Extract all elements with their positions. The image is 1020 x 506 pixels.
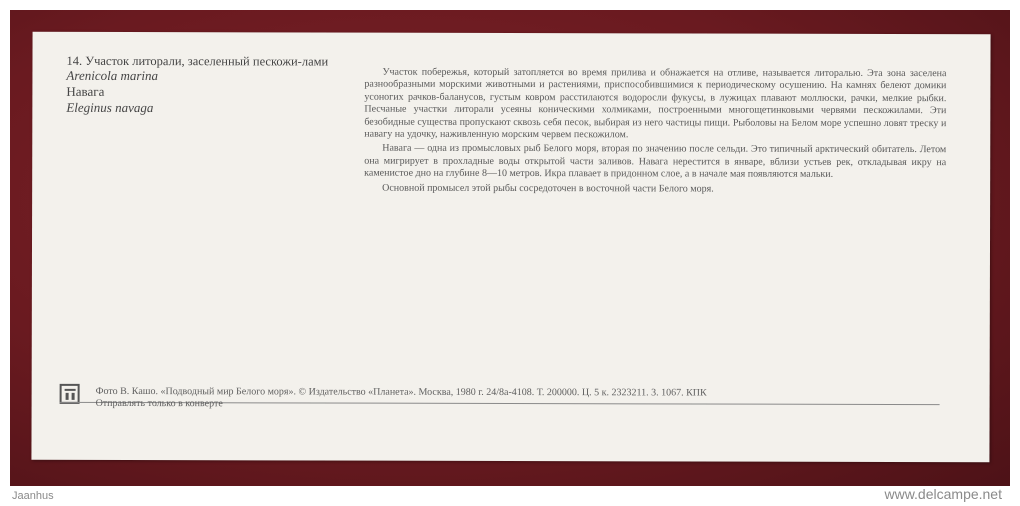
publisher-credits [96,386,707,412]
mailing-note: Отправлять только в конверте [95,397,223,410]
latin-name-eleginus: Eleginus navaga [66,99,154,116]
description-paragraph-2: Навага — одна из промысловых рыб Белого моря, вторая по значению после сельди. Это типичный арктический обитатель. Летом она мигрирует в прохладные воды открытой части заливов. Навага нерестится в январе, вблизи устьев рек, откладывая икру на каменистое дно на глубине 8—10 метров. Икра плавает в придонном слое, а в начале мая появляются мальки. [364,143,947,181]
description-paragraph-3: Основной промысел этой рыбы сосредоточен в восточной части Белого моря. [382,182,714,195]
card-caption: 14. Участок литорали, заселенный пескожи-лами [66,53,329,69]
seller-watermark: Jaanhus [12,490,54,502]
description-text [364,67,946,199]
latin-name-arenicola: Arenicola marina [66,67,159,84]
credits-line: Фото В. Кашо. «Подводный мир Белого моря». © Издательство «Планета». Москва, 1980 г. 24/8а-4108. Т. 200000. Ц. 5 к. 2323211. 3. 1067. КПК [95,385,707,399]
caption-block [66,54,336,117]
russian-name-navaga: Навага [66,83,105,99]
site-watermark: www.delcampe.net [884,486,1002,502]
description-paragraph-1: Участок побережья, который затопляется во время прилива и обнажается на отливе, называется литоралью. Эта зона заселена разнообразными морскими животными и растениями, приспособившимися к периодическому осушению. На камнях белеют домики усоногих рачков-баланусов, густым ковром расстилаются водоросли фукусы, в лужицах плавают моллюски, рачки, мелкие рыбки. Песчаные участки литорали усеяны коническими холмиками, построенными многощетинковыми червями пескожилами. Эти безобидные существа пропускают сквозь себя песок, выбирая из него частицы пищи. Рыболовы на Белом море успешно ловят треску и навагу на удочку, наживленную морским червем пескожилом. [364,66,947,141]
postcard-back [31,32,990,463]
